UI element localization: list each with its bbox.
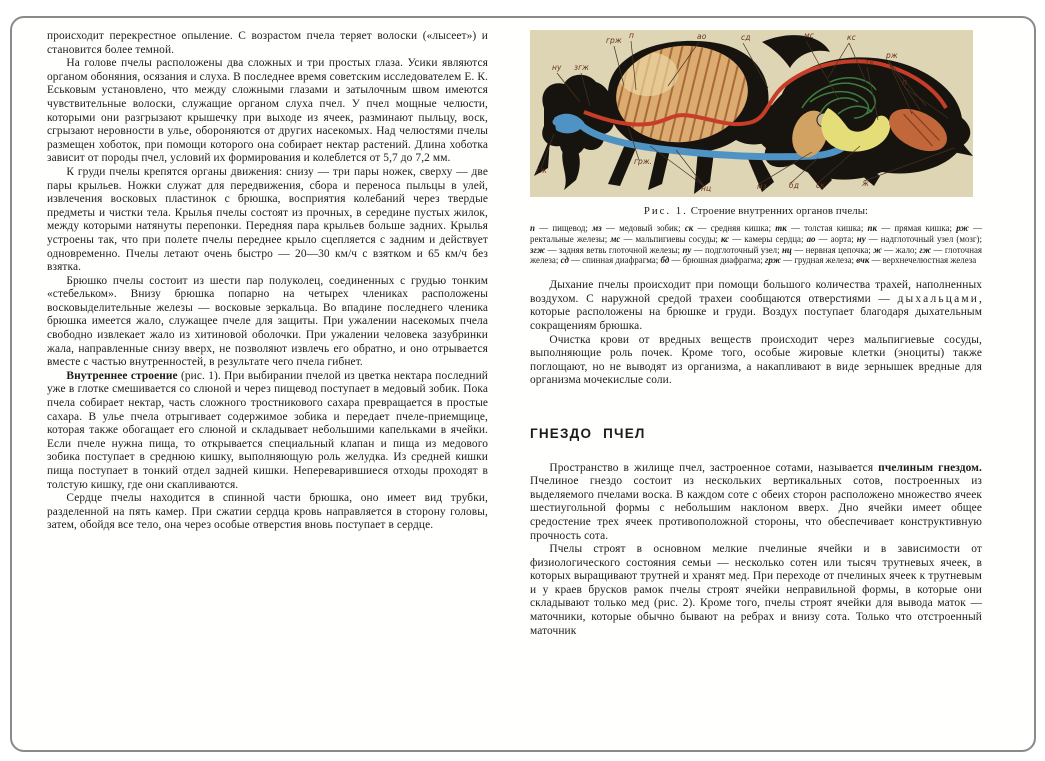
figure-label: тк xyxy=(865,58,875,67)
figure-bee-anatomy xyxy=(530,30,973,197)
legend-abbr: мз xyxy=(592,223,602,233)
paragraph-internal-structure xyxy=(47,370,488,492)
emphasized-term: дыхальцами xyxy=(897,292,980,305)
legend-abbr: пк xyxy=(867,223,877,233)
paragraph-cells: Пчелы строят в основном мелкие пчелиные ячейки и в зависимости от физиологического состояния семьи — несколько сотен или тысяч трутневых ячеек, в которых выращивают трутней и хранят мед. При переходе от пчелиных ячеек к трутневым и у краев брусков рамок пчелы строят ячейки неправильной формы, в которые они складывают только мед (рис. 2). Кроме того, пчелы строят ячейки для вывода маток — маточники, которые обычно бывают на ребрах и внизу сота. Только что отстроенный маточник xyxy=(530,543,982,637)
paragraph-nest xyxy=(530,462,982,544)
bee-anatomy-illustration xyxy=(530,30,973,197)
legend-abbr: пу xyxy=(682,244,692,255)
legend-abbr: гж xyxy=(919,244,932,255)
bee-leg xyxy=(608,142,636,186)
figure-label: рж xyxy=(886,51,898,60)
figure-label: п xyxy=(629,31,635,40)
legend-abbr: ао xyxy=(806,233,816,244)
bee-wing-base xyxy=(762,35,830,68)
legend-abbr: вчк xyxy=(856,255,870,266)
bold-term: пчелиным гнездом. xyxy=(878,461,982,474)
paragraph-text: (рис. 1). При выбирании пчелой из цветка нектара последний уже в глотке смешивается со слюной и через пищевод поступает в медовый зобик. Пока пчела собирает нектар, часть сложного тростникового сахара превращается в простые сахара. В улье пчела отрыгивает содержимое зобика и передает пчеле-приемщице, которая также обогащает его слюной и складывает небольшими капельками в ячейки. Если пчеле нужна пища, то открывается специальный клапан и пища из медового зобика поступает в среднюю кишку, выполняющую роль желудка. Из средней кишки пища поступает в тонкий отдел задней кишки. Непереварившиеся отходы проходят в толстую кишку, где они скапливаются. xyxy=(47,369,488,491)
legend-abbr: п xyxy=(530,223,535,233)
bee-head xyxy=(542,75,614,156)
right-column xyxy=(530,30,982,638)
legend-abbr: мс xyxy=(610,233,621,244)
left-column xyxy=(47,30,488,533)
paragraph: Брюшко пчелы состоит из шести пар полуколец, соединенных с грудью тонким «стебельком». Внизу брюшка попарно на четырех члениках расположены восковыделительные железы — восковые зеркальца. Во впадине последнего членика брюшка имеется жало, служащее пчеле для защиты. При ужалении насекомых пчела свободно извлекает жало из хитиновой оболочки. При ужалении человека зазубринки жала, направленные снизу вверх, не позволяют извлечь его обратно, и оно отрывается вместе с частью внутренностей, в результате чего пчела гибнет. xyxy=(47,274,488,369)
figure-legend: п — пищевод; мз — медовый зобик; ск — средняя кишка; тк — толстая кишка; пк — прямая кишка; рж — ректальные железы; мс — мальпигиевы сосуды; кс — камеры сердца; ао — аорта; ну — надглоточный узел (мозг); згж — задняя ветвь глоточной железы; пу — подглоточный узел; нц — нервная цепочка; ж — жало; гж — глоточная железа; сд — спинная диафрагма; бд — брюшная диафрагма; грж — грудная железа; вчк — верхнечелюстная железа xyxy=(530,223,983,266)
run-in-heading: Внутреннее строение xyxy=(66,369,178,382)
paragraph-text: , которые расположены на брюшке и груди. Воздух поступает благодаря дыхательным сокращениям брюшка. xyxy=(530,292,982,332)
legend-abbr: рж xyxy=(956,223,969,233)
legend-abbr: бд xyxy=(660,255,670,266)
figure-label: ск xyxy=(816,181,825,190)
paragraph: На голове пчелы расположены два сложных и три простых глаза. Усики являются органом обоняния, осязания и слуха. В последнее время советским исследователем Е. К. Еськовым установлено, что между сложными глазами и затылочным швом имеются чувствительные волоски, служащие органом слуха пчел. У пчел мощные челюсти, которыми они разгрызают крышечку при выходе из ячеек, разминают пыльцу, воск, сгрызают неровности в улье, обороняются от других насекомых. Над челюстями пчелы размещен хоботок, при помощи которого она собирает нектар растений. Длина хоботка зависит от породы пчел, условий их формирования и колеблется от 5,7 до 7,2 мм. xyxy=(47,57,488,165)
legend-abbr: згж xyxy=(530,244,546,255)
paragraph-text: Пчелиное гнездо состоит из нескольких вертикальных сотов, построенных из выделяемого пчелами воска. В каждом соте с обеих сторон расположено множество ячеек шестиугольной формы с небольшим наклоном вверх. Дно ячейки имеет общее средостение трех ячеек противоположной стороны, что обеспечивает конструктивную прочность сота. xyxy=(530,475,982,542)
legend-abbr: грж xyxy=(765,255,781,266)
paragraph: происходит перекрестное опыление. С возрастом пчела теряет волоски («лысеет») и становится более темной. xyxy=(47,30,488,56)
figure-label: згж xyxy=(574,63,589,72)
section-heading-bee-nest: ГНЕЗДО ПЧЕЛ xyxy=(530,425,646,441)
figure-label: ао xyxy=(697,32,707,41)
figure-label: нц xyxy=(701,184,712,193)
figure-label: грж. xyxy=(634,157,653,166)
figure-label: мс xyxy=(804,31,814,40)
legend-abbr: ну xyxy=(856,233,866,244)
figure-label: мз xyxy=(757,182,767,191)
figure-label: ну xyxy=(552,63,562,72)
figure-label: сд xyxy=(741,33,751,42)
figure-label: ж xyxy=(862,179,869,188)
figure-caption xyxy=(530,205,982,218)
figure-label: бд xyxy=(789,181,800,190)
paragraph-breathing xyxy=(530,279,982,333)
paragraph: Сердце пчелы находится в спинной части брюшка, оно имеет вид трубки, разделенной на пять камер. При сжатии сердца кровь направляется в сторону головы, затем, обойдя все тело, она через особые отверстия вновь поступает в сердце. xyxy=(47,492,488,532)
legend-abbr: ск xyxy=(684,223,694,233)
figure-label: п xyxy=(902,78,908,87)
legend-abbr: ж xyxy=(873,244,882,255)
figure-number: Рис. 1. xyxy=(643,205,688,217)
legend-abbr: тк xyxy=(775,223,787,233)
bee-abdomen xyxy=(757,57,970,179)
figure-label: грж xyxy=(606,36,622,45)
bee-proboscis xyxy=(562,146,580,190)
figure-caption-text: Строение внутренних органов пчелы: xyxy=(690,205,869,217)
paragraph-text: Пространство в жилище пчел, застроенное сотами, называется xyxy=(549,461,879,474)
figure-label: кс xyxy=(847,33,856,42)
legend-abbr: кс xyxy=(721,233,730,244)
paragraph: К груди пчелы крепятся органы движения: снизу — три пары ножек, сверху — две пары крыльев. Ножки служат для передвижения, сбора и переноса пыльцы в улей, извлечения восковых пластинок с брюшка, восприятия колебаний через твердые предметы и чистки тела. Крылья пчелы состоят из прочных, в середине пустых жилок, между которыми натянуты перепонки. Передняя пара крыльев больше задних. Крылья устроены так, что при полете пчелы переднее крыло сцепляется с задним и действует одновременно. Пчелы летают очень быстро — 20—30 км/ч с взятком и 65 км/ч без взятка. xyxy=(47,165,488,274)
paragraph-text: Дыхание пчелы происходит при помощи большого количества трахей, наполненных воздухом. С наружной средой трахеи сообщаются отверстиями — xyxy=(530,279,982,305)
legend-abbr: сд xyxy=(560,255,569,266)
figure-label: гж xyxy=(536,166,547,175)
legend-abbr: нц xyxy=(781,244,792,255)
paragraph-blood-cleaning: Очистка крови от вредных веществ происходит через мальпигиевые сосуды, выполняющие роль почек. Кроме того, особые жировые клетки (эноциты) также поглощают, но не выводят из организма, а накапливают в виде зернышек вредные для организма мочекислые соли. xyxy=(530,333,982,387)
